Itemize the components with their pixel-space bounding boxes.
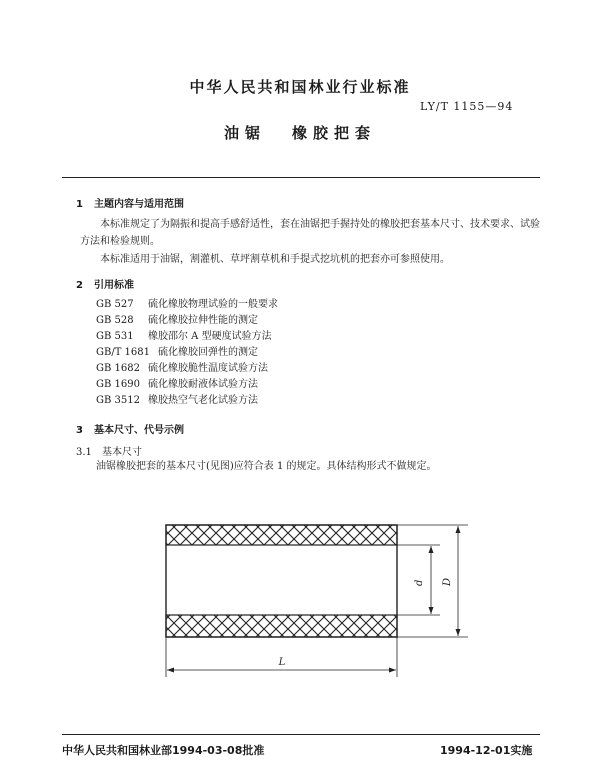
section-2-title: 引用标准 (94, 280, 134, 291)
section-1-number: 1 (76, 199, 83, 210)
reference-item: GB 531 橡胶邵尔 A 型硬度试验方法 (96, 331, 272, 342)
section-2-heading (76, 276, 134, 291)
section-1-title: 主题内容与适用范围 (94, 199, 184, 210)
subsection-3-1-text: 油锯橡胶把套的基本尺寸(见图)应符合表 1 的规定。具体结构形式不做规定。 (96, 461, 437, 472)
reference-item: GB 528 硫化橡胶拉伸性能的测定 (96, 315, 258, 326)
subsection-3-1-heading (76, 443, 142, 458)
sleeve-bottom-wall (166, 615, 397, 637)
section-1-para-1: 本标准规定了为隔振和提高手感舒适性，套在油锯把手握持处的橡胶把套基本尺寸、技术要求、试验方法和检验规则。 (80, 219, 540, 247)
sleeve-top-wall (166, 525, 397, 545)
reference-item: GB 3512 橡胶热空气老化试验方法 (96, 395, 258, 406)
header-rule (62, 177, 540, 178)
issuing-body: 中华人民共和国林业行业标准 (189, 78, 411, 96)
section-1-para-2: 本标准适用于油锯，割灌机、草坪割草机和手提式挖坑机的把套亦可参照使用。 (100, 254, 450, 265)
label-L: L (278, 657, 286, 668)
section-3-heading (76, 421, 184, 436)
title-part-2: 橡胶把套 (292, 124, 377, 142)
section-2-number: 2 (76, 280, 83, 291)
footer-rule (62, 734, 540, 735)
document-title (0, 122, 600, 143)
label-D: D (442, 577, 453, 586)
section-1-heading (76, 195, 184, 210)
reference-list (96, 297, 278, 409)
title-part-1: 油锯 (223, 124, 266, 142)
reference-item: GB 527 硫化橡胶物理试验的一般要求 (96, 299, 278, 310)
section-3-number: 3 (76, 425, 83, 436)
reference-item: GB 1682 硫化橡胶脆性温度试验方法 (96, 363, 268, 374)
subsection-3-1-number: 3.1 (76, 447, 92, 458)
reference-item: GB 1690 硫化橡胶耐液体试验方法 (96, 379, 258, 390)
subsection-3-1-title: 基本尺寸 (102, 447, 142, 458)
label-d: d (414, 579, 425, 586)
reference-item: GB/T 1681 硫化橡胶回弹性的测定 (96, 347, 258, 358)
rubber-sleeve-diagram (150, 515, 480, 695)
section-3-title: 基本尺寸、代号示例 (94, 425, 184, 436)
effective-date: 1994-12-01实施 (440, 744, 533, 757)
standard-number: LY/T 1155—94 (420, 100, 514, 113)
approval-line: 中华人民共和国林业部1994-03-08批准 (62, 744, 265, 757)
